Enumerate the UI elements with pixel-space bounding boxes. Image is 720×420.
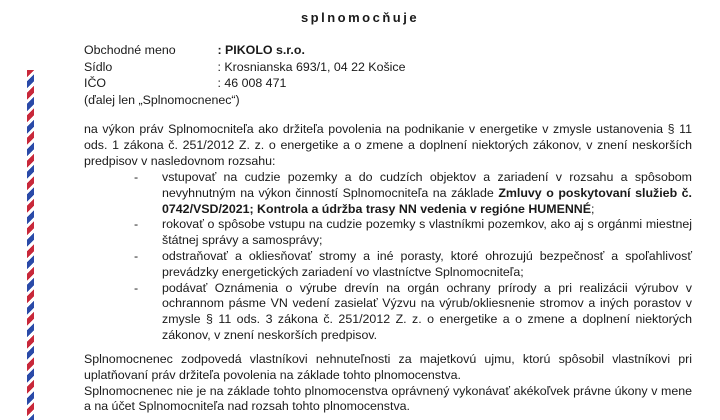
seat-row xyxy=(84,59,406,76)
document-title: splnomocňuje xyxy=(300,10,420,25)
bullet-dash: - xyxy=(134,170,139,184)
company-name-value: : PIKOLO s.r.o. xyxy=(217,43,305,57)
seat-value: : Krosnianska 693/1, 04 22 Košice xyxy=(217,59,406,74)
contract-reference: Zmluvy o poskytovaní služieb č. 0742/VSD/2021; Kontrola a údržba trasy NN vedenia v regióne HUMENNÉ xyxy=(162,185,692,216)
scope-list xyxy=(84,170,692,344)
intro-text: na výkon práv Splnomocniteľa ako držiteľa povolenia na podnikanie v energetike v zmysle ustanovenia § 11 ods. 1 zákona č. 251/2012 Z. z. o energetike a o zmene a doplnení niektorých zákonov, v znení neskorších predpisov v nasledovnom rozsahu: xyxy=(84,122,692,168)
company-name-label: Obchodné meno xyxy=(84,43,176,57)
alias-row: (ďalej len „Splnomocnenec“) xyxy=(84,92,240,107)
flag-stripe-decoration xyxy=(27,70,34,420)
list-item: - rokovať o spôsobe vstupu na cudzie pozemky s vlastníkmi pozemkov, ako aj s orgánmi miestnej štátnej správy a samosprávy; xyxy=(134,217,692,248)
grantee-details xyxy=(84,42,406,108)
company-name-row xyxy=(84,42,406,59)
closing-paragraphs xyxy=(84,352,692,415)
ico-row xyxy=(84,75,406,92)
liability-paragraph: Splnomocnenec zodpovedá vlastníkovi nehnuteľnosti za majetkovú ujmu, ktorú spôsobil vlastníkovi pri uplatňovaní práv držiteľa povolenia na základe tohto plnomocenstva. xyxy=(84,352,692,382)
seat-label: Sídlo xyxy=(84,59,113,74)
intro-paragraph xyxy=(84,122,692,169)
list-item: - vstupovať na cudzie pozemky a do cudzích objektov a zariadení v rozsahu a spôsobom nevyhnutným na výkon činností Splnomocniteľa na základe Zmluvy o poskytovaní služieb č. 0742/VSD/2021; Kontrola a údržba trasy NN vedenia v regióne HUMENNÉ; xyxy=(134,170,692,216)
bullet-dash: - xyxy=(134,248,139,263)
bullet-dash: - xyxy=(134,280,139,295)
ico-label: IČO xyxy=(84,76,107,90)
list-item: - podávať Oznámenia o výrube drevín na orgán ochrany prírody a pri realizácii výrubov v ochrannom pásme VN vedení zasielať Výzvu na výrub/okliesnenie stromov a iných porastov v zmysle § 11 ods. 3 zákona č. 251/2012 Z. z. o energetike a o zmene a doplnení niektorých zákonov, v znení neskorších predpisov. xyxy=(134,280,692,342)
list-item: - odstraňovať a okliesňovať stromy a iné porasty, ktoré ohrozujú bezpečnosť a spoľahlivosť prevádzky energetických zariadení vo vlastníctve Splnomocniteľa; xyxy=(134,248,692,279)
bullet-dash: - xyxy=(134,217,139,232)
scope-limit-paragraph: Splnomocnenec nie je na základe tohto plnomocenstva oprávnený vykonávať akékoľvek právne úkony v mene a na účet Splnomocniteľa nad rozsah tohto plnomocenstva. xyxy=(84,383,692,414)
ico-value: : 46 008 471 xyxy=(217,76,287,90)
